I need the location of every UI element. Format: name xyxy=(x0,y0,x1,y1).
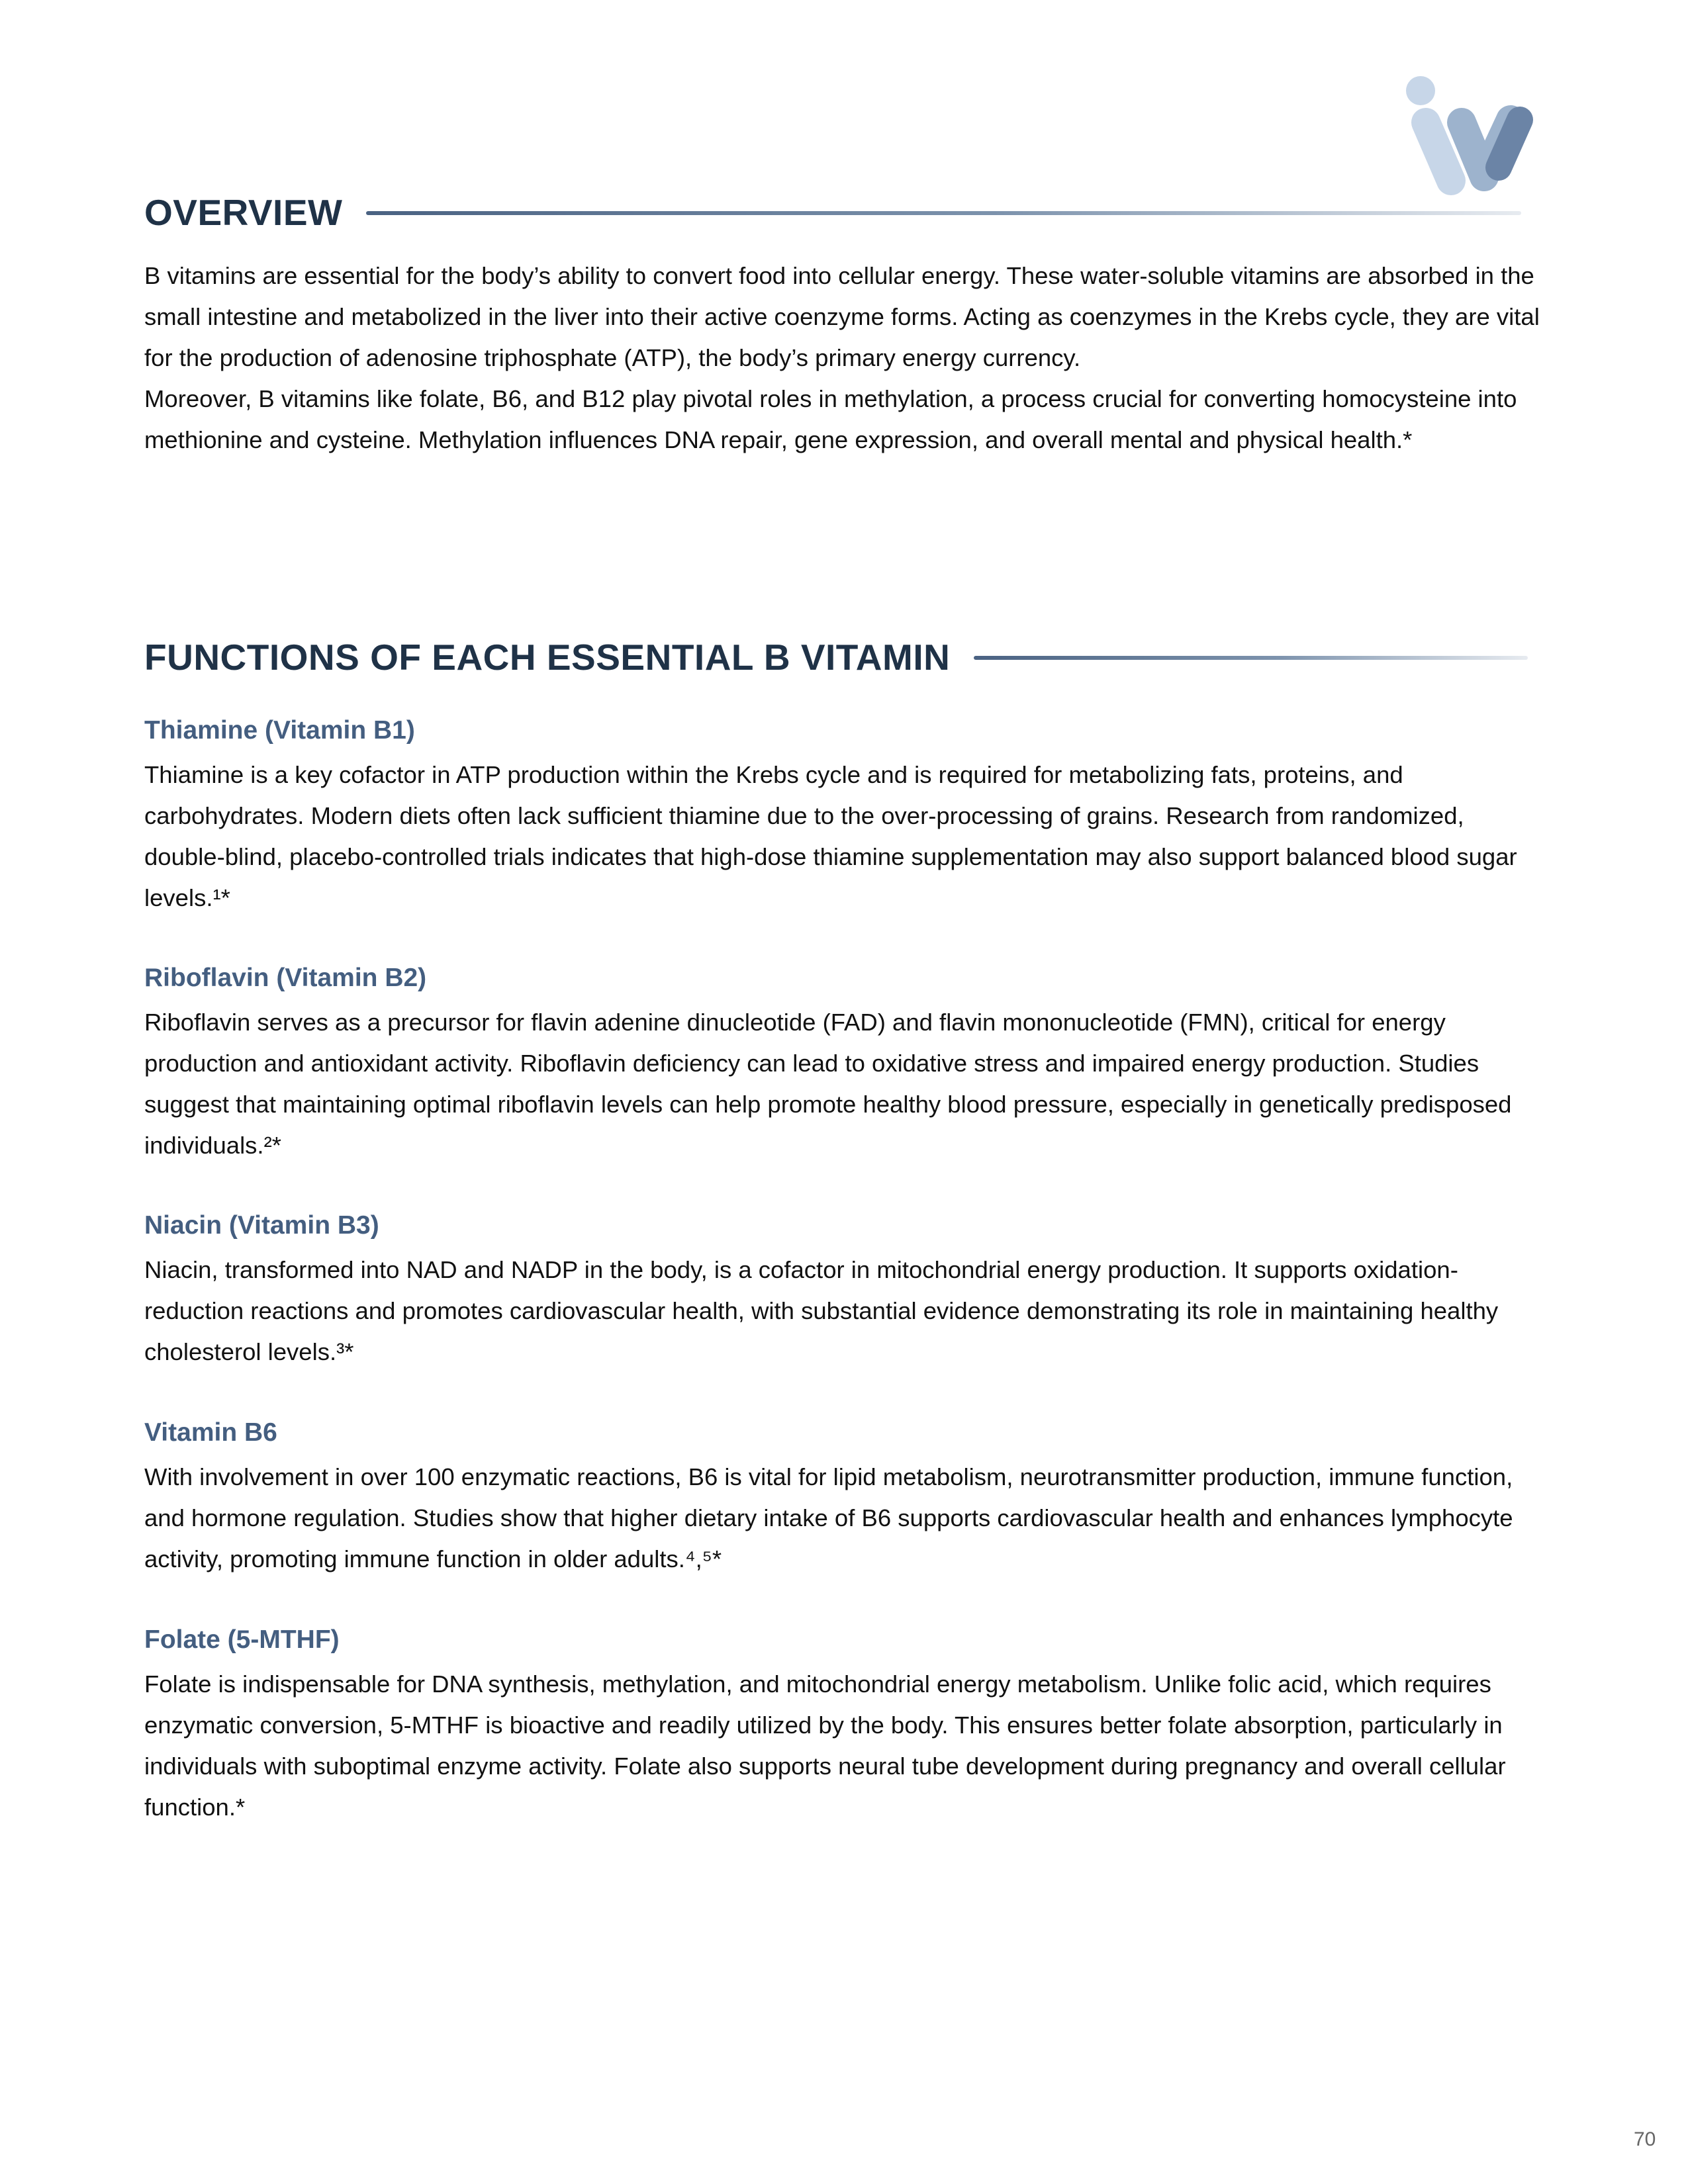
vitamin-b2-entry xyxy=(144,961,1541,1166)
vitamin-description: With involvement in over 100 enzymatic reactions, B6 is vital for lipid metabolism, neurotransmitter production, immune function, and hormone regulation. Studies show that higher dietary intake of B6 supports cardiovascular health and enhances lymphocyte activity, promoting immune function in older adults.⁴,⁵* xyxy=(144,1463,1513,1572)
vitamin-description: Folate is indispensable for DNA synthesis, methylation, and mitochondrial energy metabolism. Unlike folic acid, which requires enzymatic conversion, 5-MTHF is bioactive and readily utilized by the body. This ensures better folate absorption, particularly in individuals with suboptimal enzyme activity. Folate also supports neural tube development during pregnancy and overall cellular function.* xyxy=(144,1670,1506,1821)
vitamin-title: Thiamine (Vitamin B1) xyxy=(144,716,415,745)
overview-body xyxy=(144,255,1541,461)
vitamin-description: Thiamine is a key cofactor in ATP production within the Krebs cycle and is required for metabolizing fats, proteins, and carbohydrates. Modern diets often lack sufficient thiamine due to the over-processing of grains. Research from randomized, double-blind, placebo-controlled trials indicates that high-dose thiamine supplementation may also support balanced blood sugar levels.¹* xyxy=(144,761,1517,911)
vitamin-title: Niacin (Vitamin B3) xyxy=(144,1211,379,1240)
overview-paragraph: Moreover, B vitamins like folate, B6, and B12 play pivotal roles in methylation, a process crucial for converting homocysteine into methionine and cysteine. Methylation influences DNA repair, gene expression, and overall mental and physical health.* xyxy=(144,385,1517,453)
functions-heading: FUNCTIONS OF EACH ESSENTIAL B VITAMIN xyxy=(144,637,951,678)
overview-paragraph: B vitamins are essential for the body’s ability to convert food into cellular energy. These water-soluble vitamins are absorbed in the small intestine and metabolized in the liver into their active coenzyme forms. Acting as coenzymes in the Krebs cycle, they are vital for the production of adenosine triphosphate (ATP), the body’s primary energy currency. xyxy=(144,262,1540,371)
functions-section-header xyxy=(144,639,1528,676)
vitamin-b6-entry xyxy=(144,1416,1541,1580)
w-brand-logo-icon xyxy=(1403,69,1549,195)
vitamin-description: Riboflavin serves as a precursor for flavin adenine dinucleotide (FAD) and flavin mononucleotide (FMN), critical for energy production and antioxidant activity. Riboflavin deficiency can lead to oxidative stress and impaired energy production. Studies suggest that maintaining optimal riboflavin levels can help promote healthy blood pressure, especially in genetically predisposed individuals.²* xyxy=(144,1009,1512,1159)
vitamin-description: Niacin, transformed into NAD and NADP in the body, is a cofactor in mitochondrial energy production. It supports oxidation-reduction reactions and promotes cardiovascular health, with substantial evidence demonstrating its role in maintaining healthy cholesterol levels.³* xyxy=(144,1256,1499,1365)
page-number: 70 xyxy=(1634,2128,1656,2150)
vitamin-b1-entry xyxy=(144,713,1541,919)
overview-section-header xyxy=(144,192,1521,233)
overview-heading: OVERVIEW xyxy=(144,192,343,233)
vitamin-b3-entry xyxy=(144,1208,1541,1373)
vitamin-title: Riboflavin (Vitamin B2) xyxy=(144,964,427,992)
functions-heading-rule xyxy=(974,656,1528,660)
folate-entry xyxy=(144,1623,1541,1828)
overview-heading-rule xyxy=(366,211,1521,215)
vitamin-title: Folate (5-MTHF) xyxy=(144,1625,340,1654)
vitamin-title: Vitamin B6 xyxy=(144,1418,277,1447)
